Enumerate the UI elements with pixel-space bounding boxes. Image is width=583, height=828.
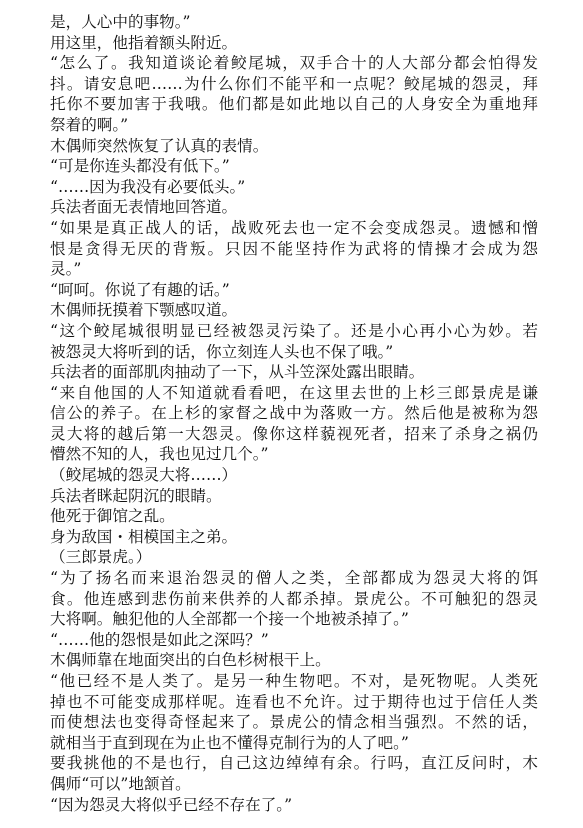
text-line: 用这里，他指着额头附近。 bbox=[50, 33, 238, 52]
text-line: 木偶师抚摸着下颚感叹道。 bbox=[50, 301, 238, 320]
text-line: （鲛尾城的怨灵大将……） bbox=[50, 466, 238, 485]
text-line: “来自他国的人不知道就看看吧，在这里去世的上杉三郎景虎是谦 bbox=[50, 383, 538, 402]
text-line: “如果是真正战人的话，战败死去也一定不会变成怨灵。遗憾和憎 bbox=[50, 218, 538, 237]
text-line: 偶师“可以”地颔首。 bbox=[50, 774, 191, 793]
text-line: 托你不要加害于我哦。他们都是如此地以自己的人身安全为重地拜 bbox=[50, 95, 538, 114]
text-line: 抖。请安息吧……为什么你们不能平和一点呢？鲛尾城的怨灵，拜 bbox=[50, 74, 538, 93]
text-line: 是，人心中的事物。” bbox=[50, 13, 191, 31]
text-line: 祭着的啊。” bbox=[50, 115, 129, 134]
text-line: “这个鲛尾城很明显已经被怨灵污染了。还是小心再小心为妙。若 bbox=[50, 321, 538, 340]
text-line: 兵法者眯起阴沉的眼睛。 bbox=[50, 486, 222, 505]
text-line: 身为敌国・相模国主之弟。 bbox=[50, 527, 238, 546]
text-line: 掉也不可能变成那样呢。连看也不允许。过于期待也过于信任人类 bbox=[50, 692, 538, 711]
text-line: “……因为我没有必要低头。” bbox=[50, 177, 246, 196]
text-line: 信公的养子。在上杉的家督之战中为落败一方。然后他是被称为怨 bbox=[50, 404, 538, 423]
text-line: 大将啊。触犯他的人全部都一个接一个地被杀掉了。” bbox=[50, 610, 409, 629]
text-line: 恨是贪得无厌的背叛。只因不能坚持作为武将的情操才会成为怨 bbox=[50, 239, 538, 258]
text-line: 木偶师靠在地面突出的白色杉树根干上。 bbox=[50, 651, 331, 670]
text-line: 就相当于直到现在为止也不懂得克制行为的人了吧。” bbox=[50, 733, 409, 752]
text-line: “呵呵。你说了有趣的话。” bbox=[50, 280, 230, 299]
text-line: 懵然不知的人，我也见过几个。” bbox=[50, 445, 269, 464]
text-line: 灵。” bbox=[50, 260, 82, 279]
text-line: 被怨灵大将听到的话，你立刻连人头也不保了哦。” bbox=[50, 342, 394, 361]
text-line: 食。他连感到悲伤前来供养的人都杀掉。景虎公。不可触犯的怨灵 bbox=[50, 589, 538, 608]
text-line: “他已经不是人类了。是另一种生物吧。不对，是死物呢。人类死 bbox=[50, 672, 538, 690]
text-line: “因为怨灵大将似乎已经不存在了。” bbox=[50, 795, 293, 814]
document-page bbox=[50, 12, 538, 815]
text-line: “怎么了。我知道谈论着鲛尾城，双手合十的人大部分都会怕得发 bbox=[50, 54, 538, 73]
text-line: 灵大将的越后第一大怨灵。像你这样藐视死者，招来了杀身之祸仍 bbox=[50, 424, 538, 443]
text-line: “为了扬名而来退治怨灵的僧人之类，全部都成为怨灵大将的饵 bbox=[50, 569, 538, 588]
text-line: 兵法者的面部肌肉抽动了一下，从斗笠深处露出眼睛。 bbox=[50, 363, 425, 382]
text-line: 木偶师突然恢复了认真的表情。 bbox=[50, 136, 269, 155]
text-line: “……他的怨恨是如此之深吗？” bbox=[50, 630, 269, 649]
text-line: 兵法者面无表情地回答道。 bbox=[50, 198, 238, 217]
text-line: 而使想法也变得奇怪起来了。景虎公的情念相当强烈。不然的话， bbox=[50, 713, 538, 732]
text-line: 他死于御馆之乱。 bbox=[50, 507, 175, 526]
text-line: 要我挑他的不是也行，自己这边绰绰有余。行吗，直江反问时，木 bbox=[50, 754, 538, 773]
text-line: “可是你连头都没有低下。” bbox=[50, 157, 230, 176]
text-line: （三郎景虎。） bbox=[50, 548, 152, 567]
